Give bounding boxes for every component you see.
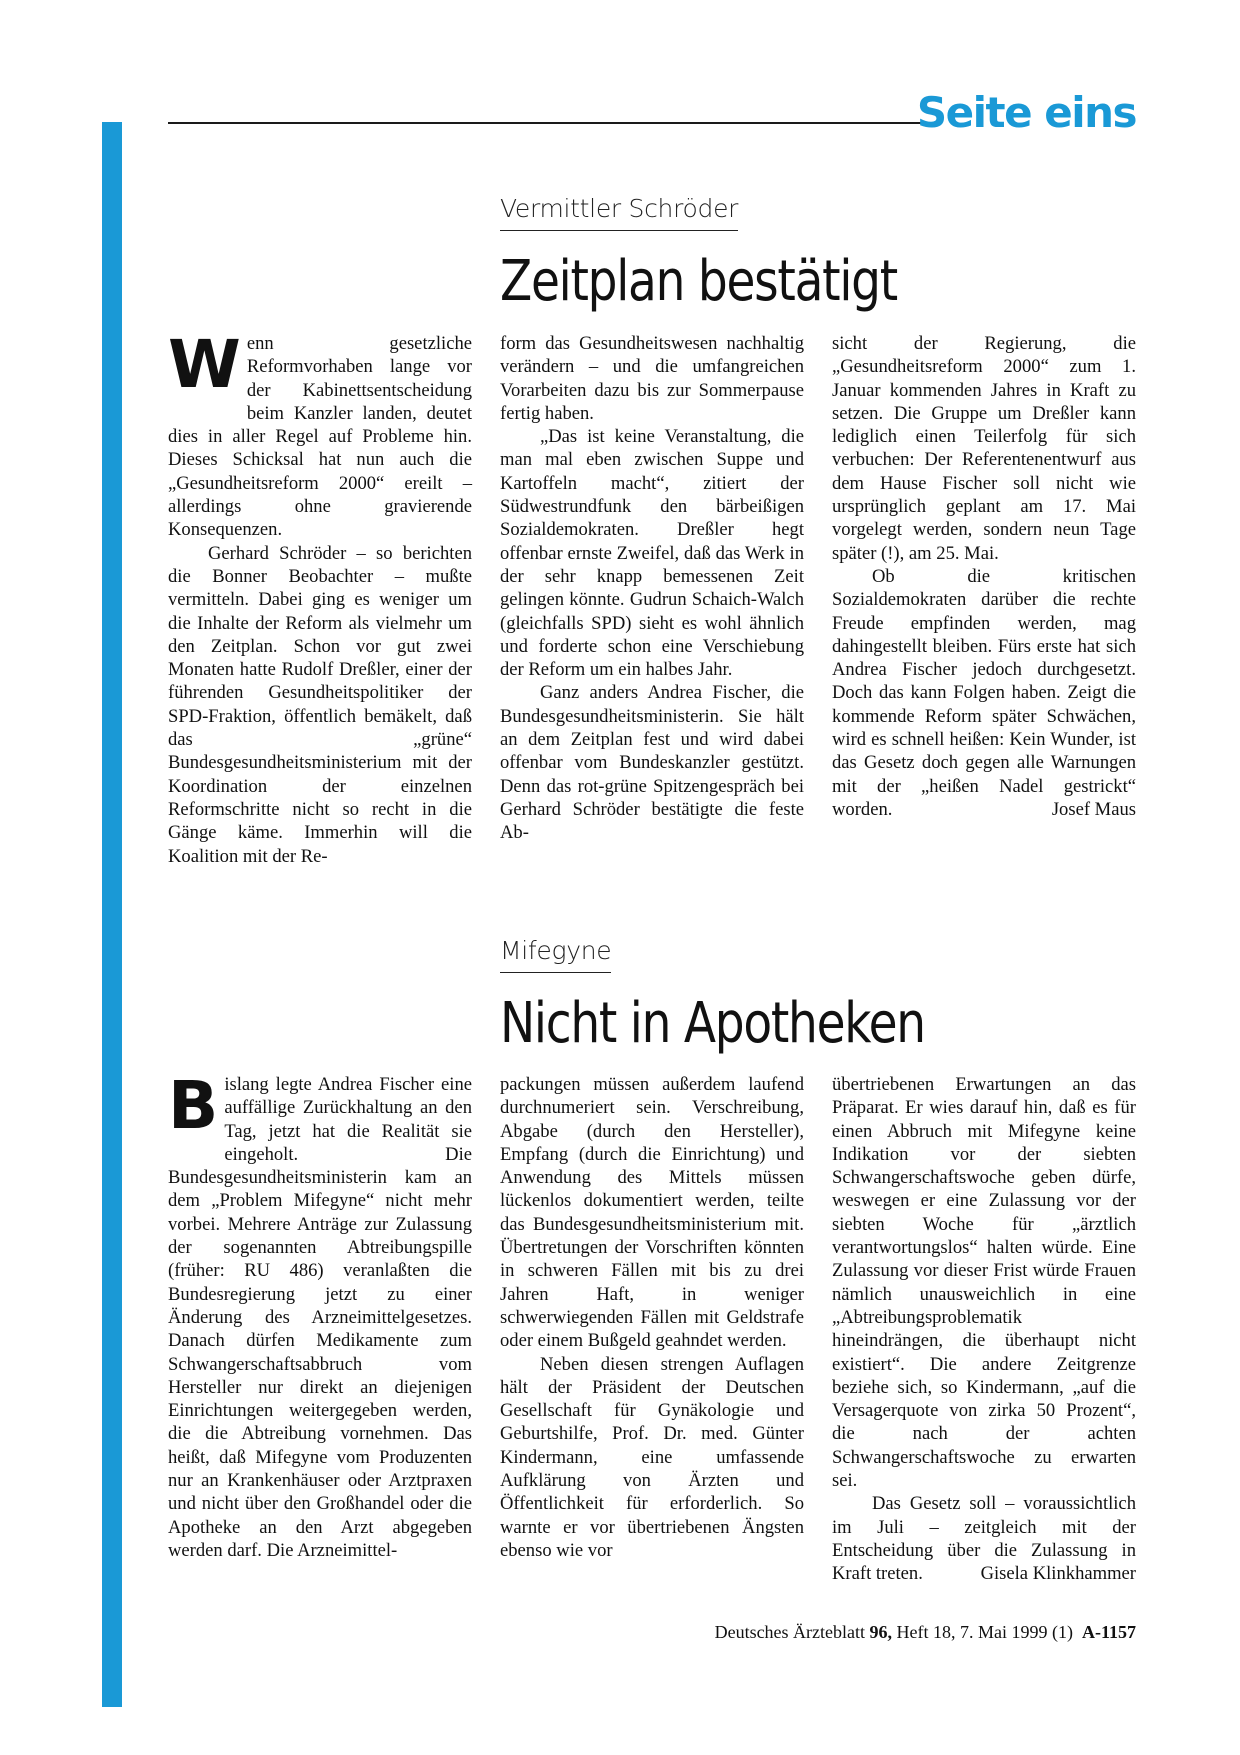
paragraph: Das Gesetz soll – voraussichtlich im Juli – zeitgleich mit der Entscheidung über die Zulassung in Kraft treten.: [832, 1493, 1136, 1585]
text-column-1: [168, 326, 472, 868]
header-rule: [168, 122, 940, 124]
page-number: A-1157: [1082, 1622, 1136, 1642]
paragraph: packungen müssen außerdem laufend durchnumeriert sein. Verschreibung, Abgabe (durch den Hersteller), Empfang (durch die Einrichtung) und Anwendung des Mittels müssen lückenlos dokumentiert werden, teilte das Bundesgesundheitsministerium mit. Übertretungen der Vorschriften könnten in schweren Fällen mit bis zu drei Jahren Haft, in weniger schwerwiegenden Fällen mit Geldstrafe oder einem Bußgeld geahndet werden.: [500, 1074, 804, 1352]
paragraph: enn gesetzliche Reformvorhaben lange vor der Kabinettsentscheidung beim Kanzler landen, deutet dies in aller Regel auf Probleme hin. Dieses Schicksal hat nun auch die „Gesundheitsreform 2000“ ereilt – allerdings ohne gravierende Konsequenzen.: [168, 333, 472, 541]
author-name: Gisela Klinkhammer: [980, 1563, 1136, 1585]
paragraph: form das Gesundheitswesen nachhaltig verändern – und die umfangreichen Vorarbeiten dazu bis zur Sommerpause fertig haben.: [500, 333, 804, 424]
paragraph: Gerhard Schröder – so berichten die Bonner Beobachter – mußte vermitteln. Dabei ging es weniger um die Inhalte der Reform als vielmehr um den Zeitplan. Schon vor gut zwei Monaten hatte Rudolf Dreßler, einer der führenden Gesundheitspolitiker der SPD-Fraktion, öffentlich bemäkelt, daß das „grüne“ Bundesgesundheitsministerium mit der Koordination der einzelnen Reformschritte nicht so recht in die Gänge käme. Immerhin will die Koalition mit der Re-: [168, 542, 472, 867]
section-title: Seite eins: [916, 88, 1136, 137]
paragraph: übertriebenen Erwartungen an das Präparat. Er wies darauf hin, daß es für einen Abbruch mit Mifegyne keine Indikation vor der siebten Schwangerschaftswoche geben dürfe, weswegen er eine Zulassung vor der siebten Woche für „ärztlich verantwortungslos“ halten würde. Eine Zulassung vor dieser Frist würde Frauen nämlich unausweichlich in eine „Abtreibungsproblematik hineindrängen, die überhaupt nicht existiert“. Die andere Zeitgrenze beziehe sich, so Kindermann, „auf die Versagerquote von zirka 50 Prozent“, die nach der achten Schwangerschaftswoche zu erwarten sei.: [832, 1074, 1136, 1492]
journal-issue: Heft 18, 7. Mai 1999 (1): [896, 1622, 1073, 1642]
article-body: [168, 1067, 1136, 1586]
article-headline: Nicht in Apotheken: [500, 991, 925, 1056]
page-footer: [715, 1622, 1136, 1643]
paragraph: Ganz anders Andrea Fischer, die Bundesgesundheitsministerin. Sie hält an dem Zeitplan fest und wird dabei offenbar vom Bundeskanzler gestützt. Denn das rot-grüne Spitzengespräch bei Gerhard Schröder bestätigte die feste Ab-: [500, 682, 804, 844]
paragraph: Neben diesen strengen Auflagen hält der Präsident der Deutschen Gesellschaft für Gynäkologie und Geburtshilfe, Prof. Dr. med. Günter Kindermann, eine umfassende Aufklärung von Ärzten und Öffentlichkeit für erforderlich. So warnte er vor übertriebenen Ängsten ebenso wie vor: [500, 1353, 804, 1561]
sidebar-accent-bar: [102, 122, 122, 1707]
text-column-3: [832, 1073, 1136, 1586]
drop-cap: B: [168, 1067, 219, 1144]
drop-cap: W: [168, 326, 241, 403]
paragraph: „Das ist keine Veranstaltung, die man mal eben zwischen Suppe und Kartoffeln macht“, zitiert der Südwestrundfunk den bärbeißigen Sozialdemokraten. Dreßler hegt offenbar ernste Zweifel, daß das Werk in der sehr knapp bemessenen Zeit gelingen könnte. Gudrun Schaich-Walch (gleichfalls SPD) sieht es wohl ähnlich und forderte schon eine Verschiebung der Reform um ein halbes Jahr.: [500, 426, 804, 681]
paragraph: sicht der Regierung, die „Gesundheitsreform 2000“ zum 1. Januar kommenden Jahres in Kraft zu setzen. Die Gruppe um Dreßler kann lediglich einen Teilerfolg für sich verbuchen: Der Referentenentwurf aus dem Hause Fischer soll nicht wie ursprünglich geplant am 17. Mai vorgelegt werden, sondern neun Tage später (!), am 25. Mai.: [832, 333, 1136, 564]
text-column-2: [500, 1073, 804, 1586]
paragraph: Ob die kritischen Sozialdemokraten darüber die rechte Freude empfinden werden, mag dahingestellt bleiben. Fürs erste hat sich Andrea Fischer jedoch durchgesetzt. Doch das kann Folgen haben. Zeigt die kommende Reform später Schwächen, wird es schnell heißen: Kein Wunder, ist das Gesetz doch gegen alle Warnungen mit der „heißen Nadel gestrickt“ worden.: [832, 565, 1136, 820]
journal-volume: 96,: [869, 1622, 893, 1642]
journal-name: Deutsches Ärzteblatt: [714, 1622, 866, 1642]
author-name: Josef Maus: [1051, 798, 1136, 820]
text-column-3: [832, 332, 1136, 868]
article-headline: Zeitplan bestätigt: [500, 249, 897, 314]
article-body: [168, 326, 1136, 868]
text-column-2: [500, 332, 804, 868]
paragraph: islang legte Andrea Fischer eine auffällige Zurückhaltung an den Tag, jetzt hat die Realität sie eingeholt. Die Bundesgesundheitsministerin kam an dem „Problem Mifegyne“ nicht mehr vorbei. Mehrere Anträge zur Zulassung der sogenannten Abtreibungspille (früher: RU 486) veranlaßten die Bundesregierung jetzt zu einer Änderung des Arzneimittelgesetzes. Danach dürfen Medikamente zum Schwangerschaftsabbruch vom Hersteller nur direkt an diejenigen Einrichtungen weitergegeben werden, die die Abtreibung vornehmen. Das heißt, daß Mifegyne vom Produzenten nur an Krankenhäuser oder Arztpraxen und nicht über den Großhandel oder die Apotheke an den Arzt abgegeben werden darf. Die Arzneimittel-: [168, 1074, 472, 1561]
text-column-1: [168, 1067, 472, 1586]
article-kicker: Vermittler Schröder: [500, 196, 738, 231]
article-kicker: Mifegyne: [500, 938, 611, 973]
